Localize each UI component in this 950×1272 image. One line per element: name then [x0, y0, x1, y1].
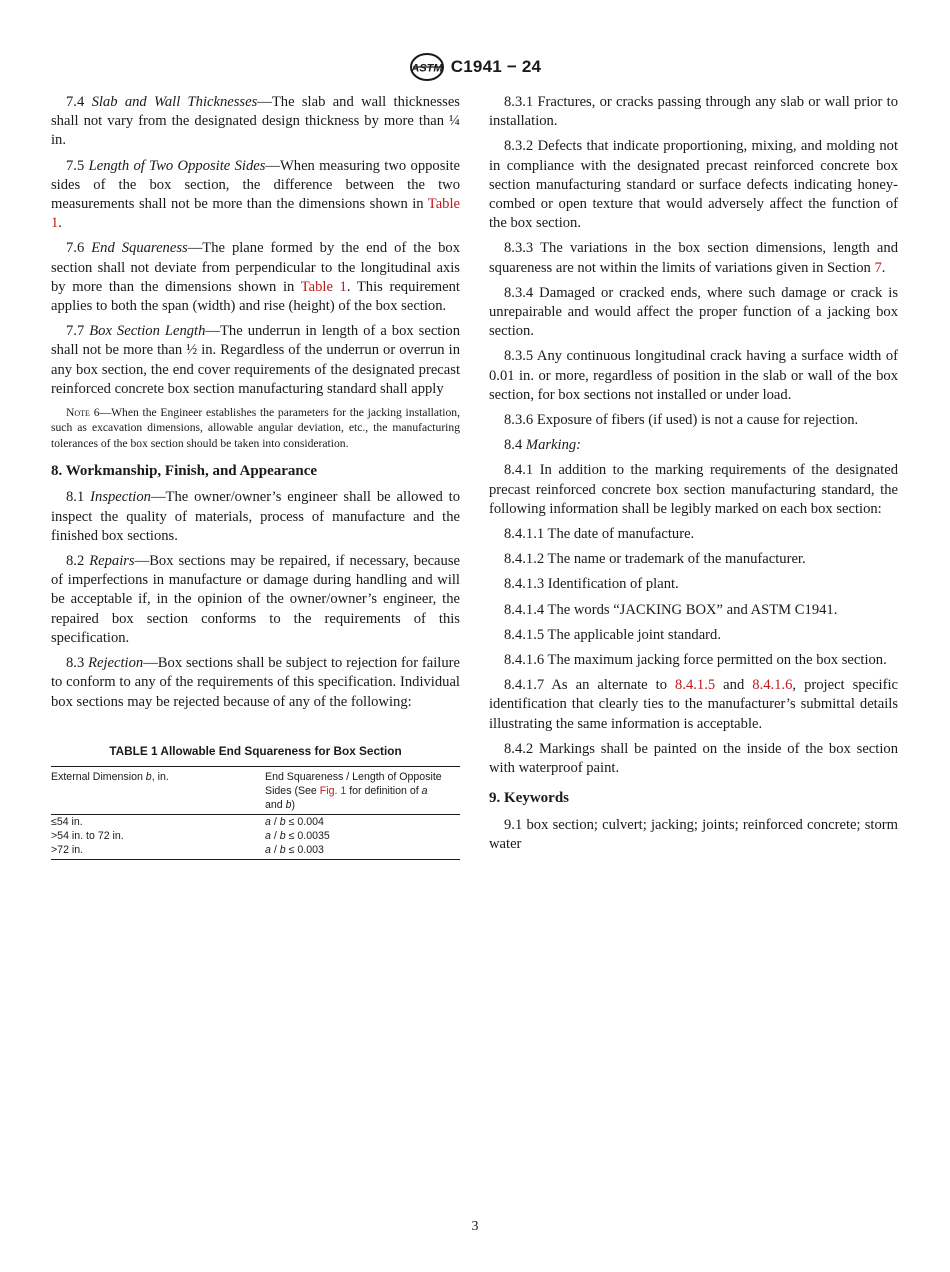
- astm-logo-icon: [409, 52, 445, 82]
- page-number: 3: [471, 1219, 479, 1234]
- paragraph-8-4: 8.4 Marking:: [504, 437, 582, 454]
- section-8-heading: 8. Workmanship, Finish, and Appearance: [51, 463, 318, 480]
- table-1: [51, 742, 460, 861]
- table-cell-ratio: a / b ≤ 0.0035: [265, 829, 330, 842]
- table-1-grid: [51, 766, 460, 860]
- paragraph-8-4-1: 8.4.1 In addition to the marking requirements of the designated precast reinforced concrete box section manufacturing standard, the following information shall be legibly marked on each box section:: [489, 462, 898, 517]
- paragraph-7-7: 7.7 Box Section Length—The underrun in length of a box section shall not be more than ½ in. Regardless of the underrun or overrun in any box section, the end cover requirements of the designated precast reinforced concrete box section manufacturing standard shall apply: [51, 323, 460, 397]
- paragraph-8-3-3: 8.3.3 The variations in the box section dimensions, length and squareness are not within the limits of variations given in Section 7.: [489, 240, 898, 276]
- standard-designation: C1941 − 24: [450, 57, 542, 76]
- paragraph-8-3-1: 8.3.1 Fractures, or cracks passing through any slab or wall prior to installation.: [489, 94, 898, 130]
- svg-text:ASTM: ASTM: [411, 62, 443, 75]
- paragraph-8-4-1-6: 8.4.1.6 The maximum jacking force permitted on the box section.: [504, 652, 887, 669]
- paragraph-8-4-1-2: 8.4.1.2 The name or trademark of the manufacturer.: [504, 551, 806, 568]
- left-column: [51, 93, 460, 860]
- section-7-link[interactable]: 7: [874, 259, 882, 276]
- table-header-dimension: External Dimension b, in.: [51, 766, 265, 814]
- paragraph-8-4-1-5: 8.4.1.5 The applicable joint standard.: [504, 626, 721, 643]
- paragraph-8-4-1-3: 8.4.1.3 Identification of plant.: [504, 576, 679, 593]
- paragraph-8-3: 8.3 Rejection—Box sections shall be subject to rejection for failure to conform to any of the requirements of this specification. Individual box sections may be rejected because of any of the following:: [51, 655, 460, 710]
- paragraph-8-4-1-1: 8.4.1.1 The date of manufacture.: [504, 526, 695, 543]
- table-cell-dimension: >72 in.: [51, 843, 84, 856]
- paragraph-8-3-2: 8.3.2 Defects that indicate proportioning, mixing, and molding not in compliance with the designated precast reinforced concrete box section manufacturing standard or surface defects indicating honey-combed or open texture that would adversely affect the function of the box section.: [489, 138, 899, 232]
- section-9-heading: 9. Keywords: [489, 790, 569, 807]
- table-cell-dimension: >54 in. to 72 in.: [51, 829, 124, 842]
- paragraph-8-4-1-7: 8.4.1.7 As an alternate to 8.4.1.5 and 8.4.1.6, project specific identification that clearly ties to the manufacturer’s submittal details illustrating the same information is acceptable.: [489, 677, 899, 732]
- table-cell-ratio: a / b ≤ 0.004: [265, 815, 324, 828]
- paragraph-8-2: 8.2 Repairs—Box sections may be repaired, if necessary, because of imperfections in manufacture or damage during handling and will be acceptable if, in the opinion of the owner/owner’s engineer, the repaired box section conforms to the requirements of this specification.: [51, 553, 460, 646]
- paragraph-7-4: 7.4 Slab and Wall Thicknesses—The slab and wall thicknesses shall not vary from the designated design thickness by more than ¼ in.: [51, 94, 460, 149]
- paragraph-8-3-4: 8.3.4 Damaged or cracked ends, where such damage or crack is unrepairable and would affect the proper function of a jacking box section.: [489, 284, 898, 340]
- table-1-link[interactable]: Table 1: [51, 196, 460, 232]
- section-8-4-1-5-link[interactable]: 8.4.1.5: [675, 677, 716, 694]
- page-header: [0, 52, 950, 82]
- note-6: Note 6—When the Engineer establishes the parameters for the jacking installation, such as excavation dimensions, allowable angular deviation, etc., the manufacturing tolerances of the box section should be taken into consideration.: [51, 406, 460, 450]
- paragraph-8-4-1-4: 8.4.1.4 The words “JACKING BOX” and ASTM C1941.: [504, 601, 838, 618]
- paragraph-7-6: 7.6 End Squareness—The plane formed by the end of the box section shall not deviate from perpendicular to the longitudinal axis by more than the dimensions shown in Table 1. This requirement applies to both the span (width) and rise (height) of the box section.: [51, 240, 460, 315]
- paragraph-9-1: 9.1 box section; culvert; jacking; joints; reinforced concrete; storm water: [489, 816, 898, 852]
- table-row: [51, 830, 460, 844]
- paragraph-8-1: 8.1 Inspection—The owner/owner’s engineer shall be allowed to inspect the quality of materials, process of manufacture and the finished box sections.: [51, 489, 460, 544]
- table-cell-ratio: a / b ≤ 0.003: [265, 843, 324, 856]
- paragraph-8-3-5: 8.3.5 Any continuous longitudinal crack having a surface width of 0.01 in. or more, regardless of position in the slab or wall of the box section, for box sections not installed or under load.: [489, 348, 899, 403]
- table-header-squareness: End Squareness / Length of Opposite Sides (See Fig. 1 for definition of a and b): [265, 766, 460, 814]
- fig-1-link[interactable]: Fig. 1: [319, 784, 347, 797]
- section-8-4-1-6-link[interactable]: 8.4.1.6: [752, 677, 793, 694]
- paragraph-8-3-6: 8.3.6 Exposure of fibers (if used) is not a cause for rejection.: [504, 412, 859, 429]
- table-1-caption: TABLE 1 Allowable End Squareness for Box Section: [109, 743, 402, 758]
- table-cell-dimension: ≤54 in.: [51, 815, 83, 828]
- table-row: [51, 814, 460, 829]
- table-row: [51, 844, 460, 860]
- right-column: [489, 93, 898, 860]
- table-1-link[interactable]: Table 1: [300, 278, 347, 295]
- paragraph-8-4-2: 8.4.2 Markings shall be painted on the inside of the box section with waterproof paint.: [489, 740, 898, 777]
- paragraph-7-5: 7.5 Length of Two Opposite Sides—When measuring two opposite sides of the box section, the difference between the two measurements shall not be more than the dimensions shown in Table 1.: [51, 157, 460, 232]
